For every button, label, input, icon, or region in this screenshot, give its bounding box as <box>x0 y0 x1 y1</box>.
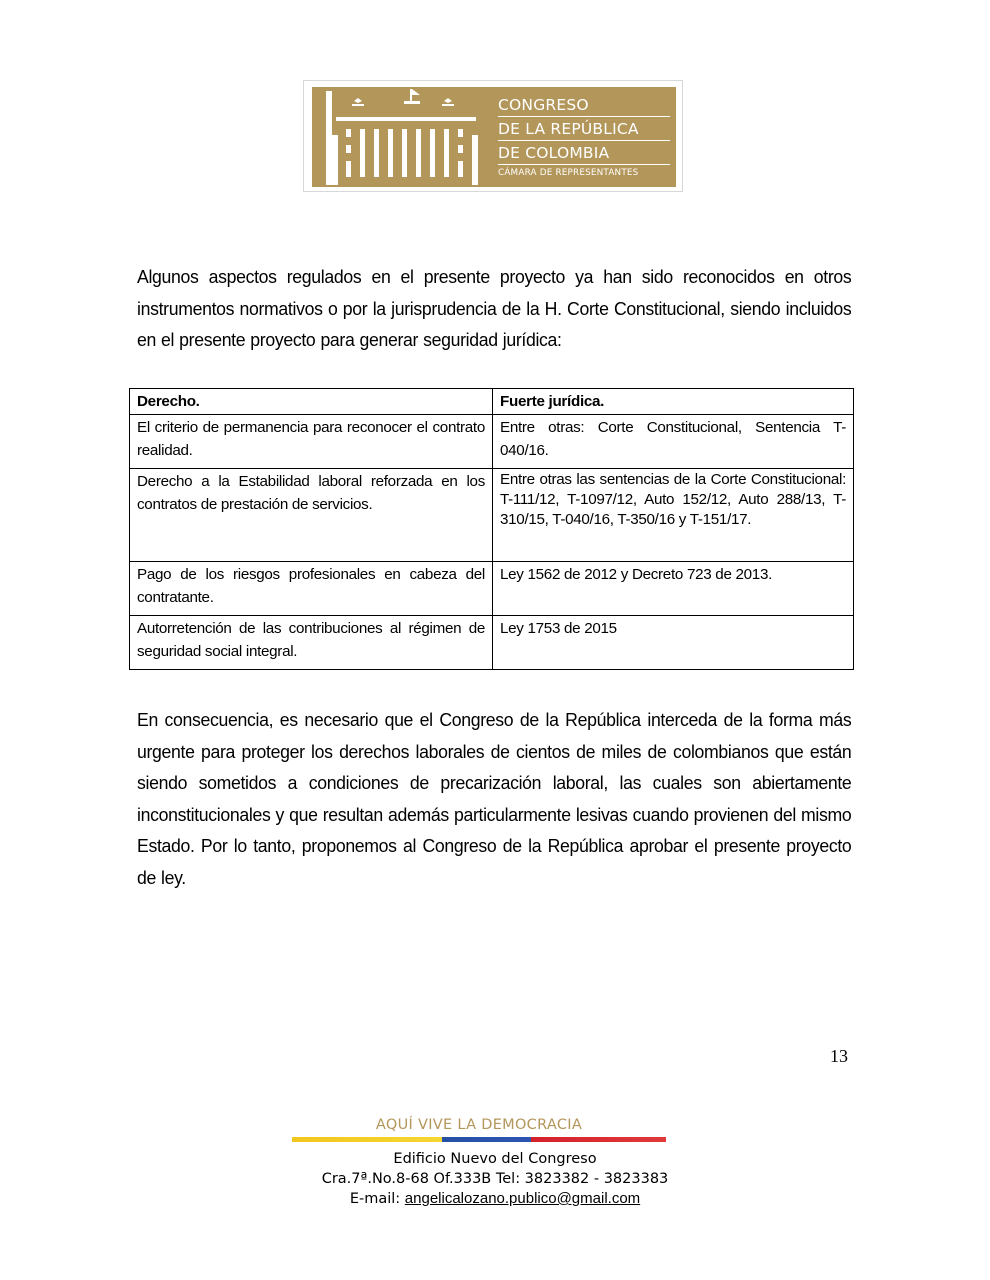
flag-blue <box>442 1137 532 1142</box>
table-header-derecho: Derecho. <box>130 389 493 415</box>
footer-building: Edificio Nuevo del Congreso <box>393 1151 597 1167</box>
intro-paragraph: Algunos aspectos regulados en el presente proyecto ya han sido reconocidos en otros instrumentos normativos o por la jurisprudencia de la H. Corte Constitucional, siendo incluidos en el presente proyecto para generar seguridad jurídica: <box>137 266 852 350</box>
table-cell-derecho: Pago de los riesgos profesionales en cabeza del contratante. <box>130 562 493 616</box>
logo-panel <box>312 87 676 187</box>
footer-email-line <box>250 1189 740 1210</box>
table-row <box>130 415 854 469</box>
logo-subtitle: CÁMARA DE REPRESENTANTES <box>498 168 639 178</box>
logo-line-3: DE COLOMBIA <box>498 143 670 165</box>
logo-line-2: DE LA REPÚBLICA <box>498 119 670 141</box>
table-row <box>130 469 854 562</box>
table-cell-derecho: Autorretención de las contribuciones al régimen de seguridad social integral. <box>130 616 493 670</box>
footer-email-link[interactable]: angelicalozano.publico@gmail.com <box>404 1190 641 1207</box>
footer-address: Cra.7ª.No.8-68 Of.333B Tel: 3823382 - 3823383 <box>321 1170 669 1187</box>
capitol-emblem-icon <box>316 87 488 187</box>
table-header-row <box>130 389 854 415</box>
table-row <box>130 616 854 670</box>
table-cell-fuente: Entre otras las sentencias de la Corte Constitucional: T-111/12, T-1097/12, Auto 152/12, Auto 288/13, T-310/15, T-040/16, T-350/16 y T-151/17. <box>493 469 854 562</box>
table-row <box>130 562 854 616</box>
flag-red <box>531 1137 666 1142</box>
table-cell-fuente: Ley 1562 de 2012 y Decreto 723 de 2013. <box>493 562 854 616</box>
header-logo <box>303 80 683 192</box>
table-cell-derecho: Derecho a la Estabilidad laboral reforzada en los contratos de prestación de servicios. <box>130 469 493 562</box>
table-header-fuente: Fuerte jurídica. <box>493 389 854 415</box>
rights-table <box>129 388 854 670</box>
flag-yellow <box>292 1137 442 1142</box>
table-cell-derecho: El criterio de permanencia para reconocer el contrato realidad. <box>130 415 493 469</box>
conclusion-paragraph: En consecuencia, es necesario que el Congreso de la República interceda de la forma más urgente para proteger los derechos laborales de cientos de miles de colombianos que están siendo sometidos a condiciones de precarización laboral, las cuales son abiertamente inconstitucionales y que resultan además particularmente lesivas cuando provienen del mismo Estado. Por lo tanto, proponemos al Congreso de la República aprobar el presente proyecto de ley. <box>137 709 852 888</box>
logo-wordmark <box>498 95 670 178</box>
footer-email-label: E-mail: <box>349 1191 401 1207</box>
footer-contact <box>250 1150 740 1210</box>
footer-slogan: AQUÍ VIVE LA DEMOCRACIA <box>375 1117 583 1133</box>
colombia-flag-stripe <box>292 1137 666 1142</box>
table-cell-fuente: Entre otras: Corte Constitucional, Sentencia T-040/16. <box>493 415 854 469</box>
logo-line-1: CONGRESO <box>498 95 670 117</box>
page-number: 13 <box>830 1046 848 1066</box>
table-cell-fuente: Ley 1753 de 2015 <box>493 616 854 670</box>
